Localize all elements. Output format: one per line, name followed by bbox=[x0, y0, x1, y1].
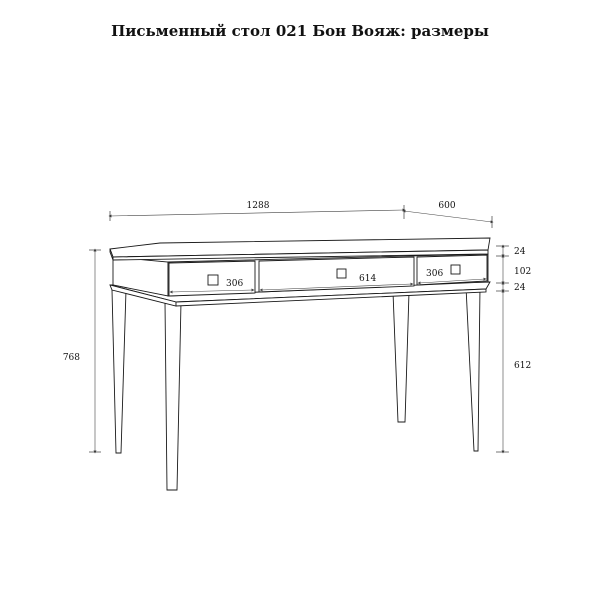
drawer-right-width-label: 306 bbox=[426, 269, 444, 279]
page-title: Письменный стол 021 Бон Вояж: размеры bbox=[111, 22, 489, 40]
top-thickness-label: 24 bbox=[514, 247, 526, 257]
apron-thickness-label: 24 bbox=[514, 283, 526, 293]
drawer-left-handle bbox=[208, 275, 218, 285]
total-height-label: 768 bbox=[62, 353, 80, 363]
drawer-middle-width-label: 614 bbox=[359, 274, 377, 284]
leg-front-right bbox=[393, 292, 409, 422]
drawer-right-handle bbox=[451, 265, 460, 274]
leg-back-left bbox=[112, 290, 126, 453]
drawer-height-label: 102 bbox=[514, 267, 532, 277]
depth-label: 600 bbox=[438, 201, 456, 211]
drawer-middle-handle bbox=[337, 269, 346, 278]
desk-legs bbox=[112, 287, 480, 490]
leg-back-right bbox=[466, 287, 480, 451]
width-label: 1288 bbox=[246, 201, 270, 211]
drawer-left-width-label: 306 bbox=[226, 279, 244, 289]
leg-front-left bbox=[165, 302, 181, 490]
leg-height-label: 612 bbox=[514, 361, 532, 371]
